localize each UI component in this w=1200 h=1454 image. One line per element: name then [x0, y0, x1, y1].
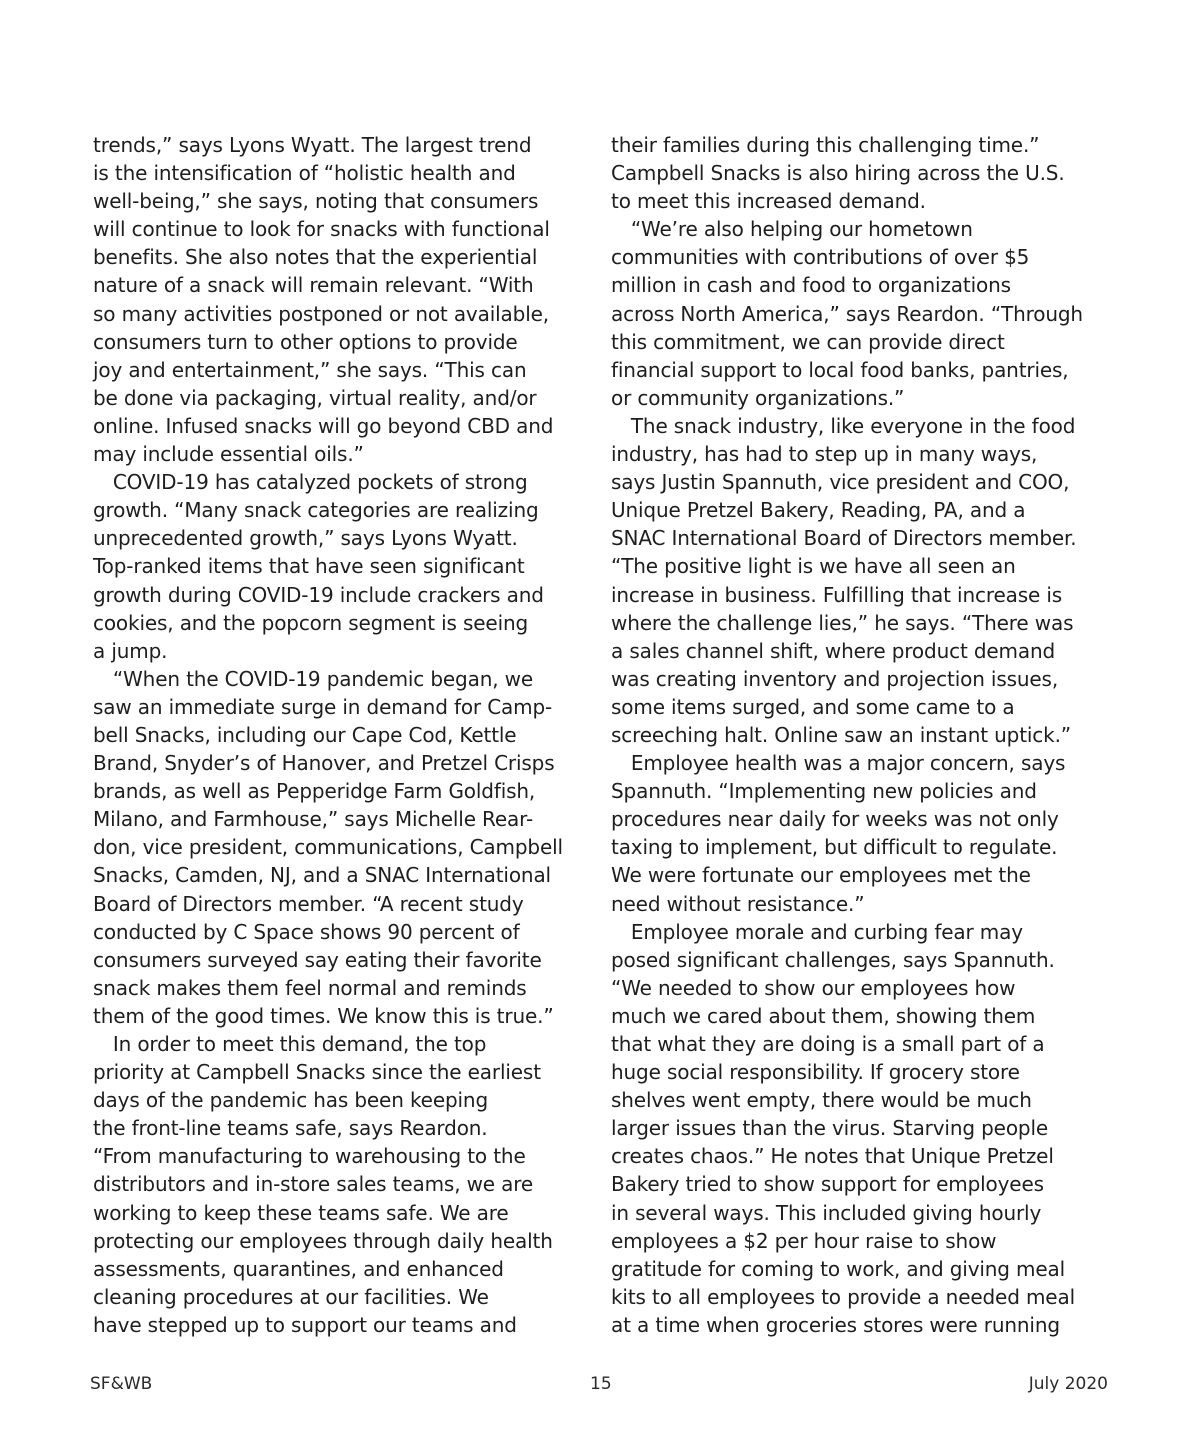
text-line: protecting our employees through daily health [93, 1228, 553, 1253]
text-line: well-being,” she says, noting that consumers [93, 189, 539, 214]
text-line: “When the COVID-19 pandemic began, we [93, 666, 534, 691]
text-line: joy and entertainment,” she says. “This can [93, 357, 527, 382]
text-line: benefits. She also notes that the experiential [93, 245, 538, 270]
text-line: in several ways. This included giving hourly [611, 1200, 1042, 1225]
text-line: larger issues than the virus. Starving people [611, 1116, 1049, 1141]
text-line: distributors and in-store sales teams, we are [93, 1172, 534, 1197]
text-line: don, vice president, communications, Campbell [93, 835, 563, 860]
text-line: Board of Directors member. “A recent study [93, 891, 524, 916]
footer-publication: SF&WB [90, 1374, 153, 1394]
text-line: consumers surveyed say eating their favorite [93, 947, 542, 972]
text-line: “We needed to show our employees how [611, 975, 1016, 1000]
text-line: Unique Pretzel Bakery, Reading, PA, and a [611, 498, 1026, 523]
text-line: a sales channel shift, where product demand [611, 638, 1056, 663]
text-line: them of the good times. We know this is true.” [93, 1003, 554, 1028]
text-line: shelves went empty, there would be much [611, 1088, 1032, 1113]
text-line: Bakery tried to show support for employees [611, 1172, 1044, 1197]
text-line: at a time when groceries stores were running [611, 1312, 1060, 1337]
text-line: communities with contributions of over $5 [611, 245, 1030, 270]
text-line: trends,” says Lyons Wyatt. The largest trend [93, 133, 532, 157]
text-line: increase in business. Fulfilling that increase is [611, 582, 1063, 607]
text-line: nature of a snack will remain relevant. “With [93, 273, 534, 298]
text-line: “The positive light is we have all seen an [611, 554, 1016, 579]
text-line: conducted by C Space shows 90 percent of [93, 919, 520, 944]
text-line: Snacks, Camden, NJ, and a SNAC International [93, 863, 551, 888]
text-line: SNAC International Board of Directors member. [611, 526, 1077, 551]
text-line: growth. “Many snack categories are realizing [93, 498, 539, 523]
text-line: kits to all employees to provide a needed meal [611, 1284, 1075, 1309]
text-line: much we cared about them, showing them [611, 1003, 1036, 1028]
text-line: working to keep these teams safe. We are [93, 1200, 509, 1225]
text-line: some items surged, and some came to a [611, 694, 1015, 719]
text-line: Employee health was a major concern, says [611, 751, 1066, 776]
text-line: financial support to local food banks, pantries, [611, 357, 1069, 382]
text-line: the front-line teams safe, says Reardon. [93, 1116, 488, 1141]
article-right-column [611, 131, 1111, 1339]
text-line: be done via packaging, virtual reality, and/or [93, 385, 537, 410]
text-line: unprecedented growth,” says Lyons Wyatt. [93, 526, 518, 551]
text-line: Top-ranked items that have seen significant [93, 554, 525, 579]
text-line: gratitude for coming to work, and giving meal [611, 1256, 1066, 1281]
text-line: Employee morale and curbing fear may [611, 919, 1023, 944]
text-line: their families during this challenging time.” [611, 133, 1040, 157]
text-line: Milano, and Farmhouse,” says Michelle Rear- [93, 807, 534, 832]
text-line: “From manufacturing to warehousing to the [93, 1144, 526, 1169]
text-line: priority at Campbell Snacks since the earliest [93, 1060, 541, 1085]
text-line: Spannuth. “Implementing new policies and [611, 779, 1037, 804]
text-line: huge social responsibility. If grocery store [611, 1060, 1020, 1085]
text-line: In order to meet this demand, the top [93, 1032, 487, 1056]
text-line: to meet this increased demand. [611, 189, 926, 214]
text-line: or community organizations.” [611, 385, 905, 410]
text-line: may include essential oils.” [93, 442, 364, 467]
text-line: is the intensification of “holistic health and [93, 161, 516, 186]
article-left-column [93, 131, 593, 1339]
text-line: across North America,” says Reardon. “Through [611, 301, 1083, 326]
text-line: million in cash and food to organizations [611, 273, 1011, 298]
text-line: saw an immediate surge in demand for Camp- [93, 694, 553, 719]
text-line: online. Infused snacks will go beyond CBD and [93, 413, 554, 438]
text-line: will continue to look for snacks with functional [93, 217, 550, 242]
text-line: need without resistance.” [611, 891, 865, 916]
text-line: COVID-19 has catalyzed pockets of strong [93, 470, 528, 495]
text-line: taxing to implement, but difficult to regulate. [611, 835, 1058, 860]
text-line: Campbell Snacks is also hiring across the U.S. [611, 161, 1065, 186]
text-line: cleaning procedures at our facilities. We [93, 1284, 489, 1309]
footer-page-number: 15 [590, 1374, 612, 1394]
text-line: where the challenge lies,” he says. “There was [611, 610, 1074, 635]
text-line: snack makes them feel normal and reminds [93, 975, 527, 1000]
text-line: screeching halt. Online saw an instant uptick.” [611, 722, 1072, 747]
text-line: days of the pandemic has been keeping [93, 1088, 488, 1113]
text-line: creates chaos.” He notes that Unique Pretzel [611, 1144, 1054, 1169]
text-line: The snack industry, like everyone in the food [611, 413, 1076, 438]
text-line: have stepped up to support our teams and [93, 1312, 517, 1337]
text-line: this commitment, we can provide direct [611, 329, 1005, 354]
text-line: consumers turn to other options to provide [93, 329, 518, 354]
text-line: a jump. [93, 638, 168, 663]
text-line: employees a $2 per hour raise to show [611, 1228, 997, 1253]
text-line: says Justin Spannuth, vice president and COO, [611, 470, 1070, 495]
text-line: procedures near daily for weeks was not only [611, 807, 1059, 832]
text-line: “We’re also helping our hometown [611, 217, 973, 242]
text-line: bell Snacks, including our Cape Cod, Kettle [93, 722, 517, 747]
text-line: posed significant challenges, says Spannuth. [611, 947, 1055, 972]
text-line: so many activities postponed or not available, [93, 301, 549, 326]
text-line: assessments, quarantines, and enhanced [93, 1256, 504, 1281]
text-line: that what they are doing is a small part of a [611, 1032, 1045, 1056]
text-line: growth during COVID-19 include crackers and [93, 582, 544, 607]
footer-date: July 2020 [1028, 1374, 1108, 1394]
text-line: cookies, and the popcorn segment is seeing [93, 610, 529, 635]
text-line: We were fortunate our employees met the [611, 863, 1031, 888]
text-line: industry, has had to step up in many ways, [611, 442, 1038, 467]
text-line: brands, as well as Pepperidge Farm Goldfish, [93, 779, 536, 804]
text-line: was creating inventory and projection issues, [611, 666, 1059, 691]
text-line: Brand, Snyder’s of Hanover, and Pretzel Crisps [93, 751, 555, 776]
